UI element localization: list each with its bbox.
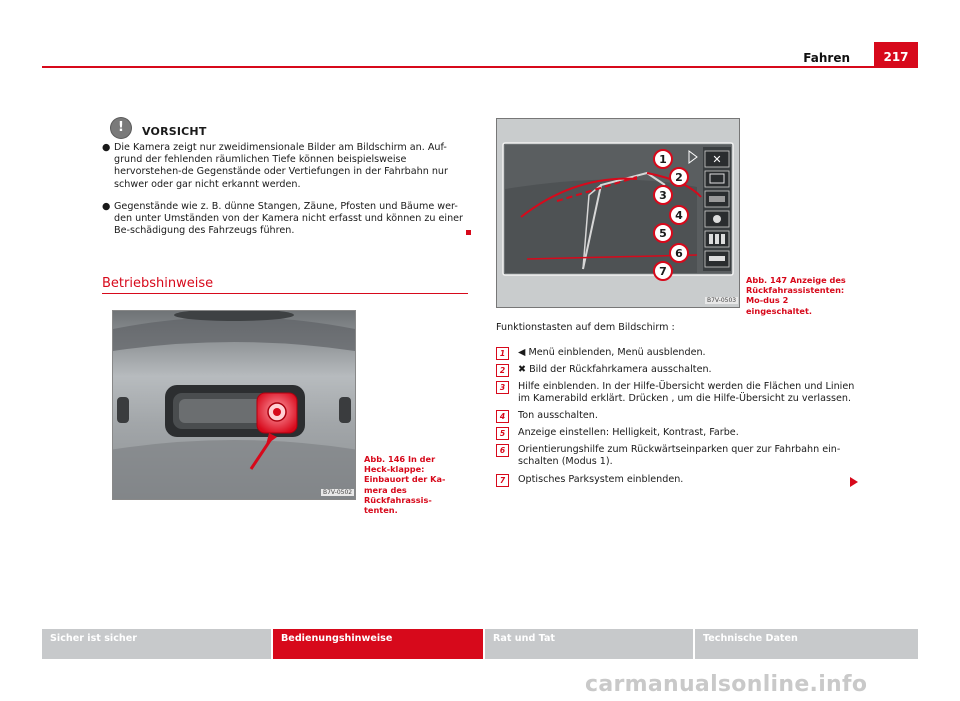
callout-3: 3: [659, 189, 667, 202]
item-text: Optisches Parksystem einblenden.: [518, 474, 684, 485]
item-number: 4: [496, 410, 509, 423]
warning-title: VORSICHT: [142, 125, 207, 138]
item-text: ✖ Bild der Rückfahrkamera ausschalten.: [518, 364, 712, 375]
item-number: 1: [496, 347, 509, 360]
section-title: Betriebshinweise: [102, 276, 214, 291]
warning-bullet: [102, 201, 468, 238]
item-number: 3: [496, 381, 509, 394]
item-text: Ton ausschalten.: [518, 410, 598, 421]
item-text: ◀ Menü einblenden, Menü ausblenden.: [518, 347, 706, 358]
item-number: 5: [496, 427, 509, 440]
tailgate-illustration: [113, 311, 355, 499]
figure-code: B7V-0503: [707, 297, 737, 304]
list-item: [496, 347, 866, 359]
callout-2: 2: [675, 171, 683, 184]
warning-bullet-text: Gegenstände wie z. B. dünne Stangen, Zäune, Pfosten und Bäume wer-den unter Umständen von der Kamera nicht erfasst und können zu einer Be-schädigung des Fahrzeugs führen.: [114, 201, 463, 237]
watermark: carmanualsonline.info: [585, 672, 868, 697]
callout-5: 5: [659, 227, 667, 240]
footer-tab-sicher[interactable]: Sicher ist sicher: [42, 629, 271, 659]
item-number: 6: [496, 444, 509, 457]
figure-147-caption: Abb. 147 Anzeige des Rückfahrassistenten: Mo-dus 2 eingeschaltet.: [746, 275, 846, 316]
footer-tab-bedienungshinweise[interactable]: Bedienungshinweise: [273, 629, 483, 659]
bullet-dot-icon: ●: [102, 142, 111, 153]
chapter-title: Fahren: [803, 51, 850, 65]
exclamation-circle-icon: !: [111, 118, 131, 138]
figure-146-caption: Abb. 146 In der Heck-klappe: Einbauort der Ka-mera des Rückfahrassis-tenten.: [364, 454, 446, 516]
warning-bullet-text: Die Kamera zeigt nur zweidimensionale Bilder am Bildschirm an. Auf-grund der fehlenden räumlichen Tiefe können beispielsweise hervorstehen-de Gegenstände oder Vertiefungen in der Fahrbahn nur schwer oder gar nicht erkannt werden.: [114, 142, 448, 190]
continue-arrow-icon: [850, 477, 858, 487]
bullet-dot-icon: ●: [102, 201, 111, 212]
list-item: [496, 364, 866, 376]
footer-tab-technische-daten[interactable]: Technische Daten: [695, 629, 918, 659]
list-item: [496, 410, 866, 422]
list-item: [496, 444, 866, 468]
x-icon: ✖: [518, 364, 527, 375]
section-rule: [102, 293, 468, 294]
list-item: [496, 427, 866, 439]
callout-6: 6: [675, 247, 683, 260]
list-item: [496, 474, 866, 486]
callout-7: 7: [659, 265, 667, 278]
item-text: Hilfe einblenden. In der Hilfe-Übersicht werden die Flächen und Linien im Kamerabild erklärt. Drücken , um die Hilfe-Übersicht zu verlassen.: [518, 381, 855, 405]
callout-4: 4: [675, 209, 683, 222]
item-text: Anzeige einstellen: Helligkeit, Kontrast, Farbe.: [518, 427, 739, 438]
warning-bullet: [102, 142, 468, 191]
list-item: [496, 381, 866, 405]
figure-code: B7V-0502: [323, 489, 353, 496]
item-number: 2: [496, 364, 509, 377]
footer-tab-rat-und-tat[interactable]: Rat und Tat: [485, 629, 693, 659]
header-rule: [42, 66, 918, 68]
item-number: 7: [496, 474, 509, 487]
display-illustration: [497, 119, 739, 307]
figure-146-tailgate-camera: [112, 310, 356, 500]
item-text: Orientierungshilfe zum Rückwärtseinparken quer zur Fahrbahn ein-schalten (Modus 1).: [518, 444, 841, 468]
triangle-left-icon: ◀: [518, 347, 526, 358]
page-number: 217: [874, 42, 918, 68]
section-end-marker: [466, 230, 471, 235]
figure-147-rear-view-display: [496, 118, 740, 308]
svg-text:✕: ✕: [712, 153, 722, 166]
callout-1: 1: [659, 153, 667, 166]
function-list-intro: Funktionstasten auf dem Bildschirm :: [496, 322, 675, 333]
